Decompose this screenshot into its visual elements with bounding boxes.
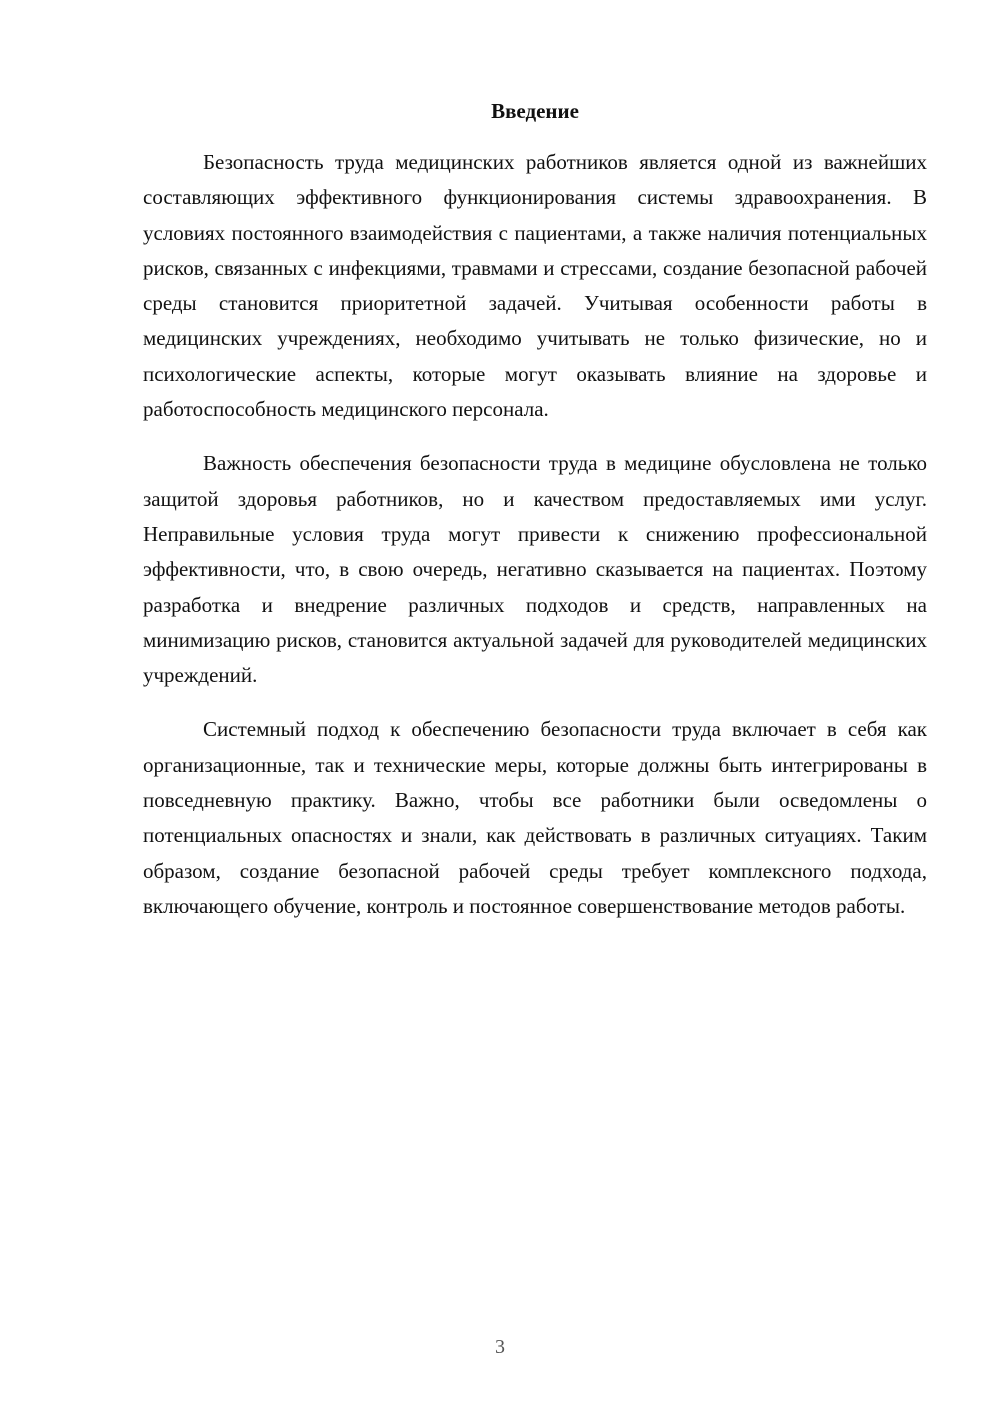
section-title: Введение	[491, 99, 579, 123]
page-number: 3	[495, 1336, 505, 1358]
paragraph-3: Системный подход к обеспечению безопасности труда включает в себя как организационные, так и технические меры, которые должны быть интегрированы в повседневную практику. Важно, чтобы все работники были осведомлены о потенциальных опасностях и знали, как действовать в различных ситуациях. Таким образом, создание безопасной рабочей среды требует комплексного подхода, включающего обучение, контроль и постоянное совершенствование методов работы.	[143, 717, 927, 918]
paragraph-1: Безопасность труда медицинских работников является одной из важнейших составляющих эффективного функционирования системы здравоохранения. В условиях постоянного взаимодействия с пациентами, а также наличия потенциальных рисков, связанных с инфекциями, травмами и стрессами, создание безопасной рабочей среды становится приоритетной задачей. Учитывая особенности работы в медицинских учреждениях, необходимо учитывать не только физические, но и психологические аспекты, которые могут оказывать влияние на здоровье и работоспособность медицинского персонала.	[143, 150, 927, 422]
paragraph-2: Важность обеспечения безопасности труда в медицине обусловлена не только защитой здоровья работников, но и качеством предоставляемых ими услуг. Неправильные условия труда могут привести к снижению профессиональной эффективности, что, в свою очередь, негативно сказывается на пациентах. Поэтому разработка и внедрение различных подходов и средств, направленных на минимизацию рисков, становится актуальной задачей для руководителей медицинских учреждений.	[143, 451, 927, 688]
page-content	[143, 98, 927, 943]
